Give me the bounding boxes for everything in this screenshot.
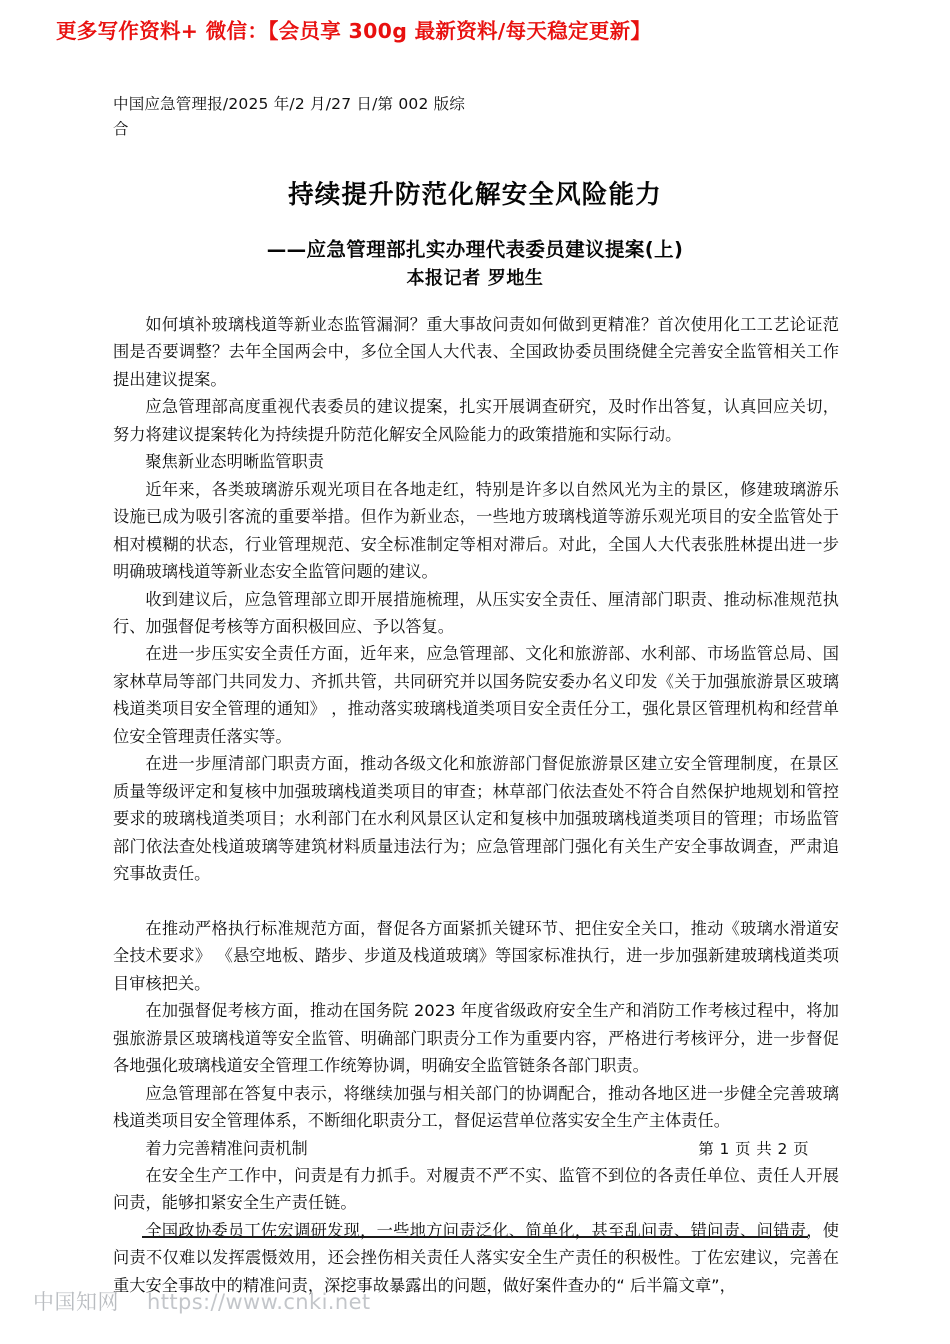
page-counter: 第 1 页 共 2 页 [698,1140,809,1158]
body-paragraph: 全国政协委员丁佐宏调研发现，一些地方问责泛化、简单化，甚至乱问责、错问责、问错责，使问责不仅难以发挥震慑效用，还会挫伤相关责任人落实安全生产责任的积极性。丁佐宏建议，完善在重大安全事故中的精准问责，深挖事故暴露出的问题，做好案件查办的“ 后半篇文章”， [113,1220,839,1295]
body-paragraph: 在进一步厘清部门职责方面，推动各级文化和旅游部门督促旅游景区建立安全管理制度，在景区质量等级评定和复核中加强玻璃栈道类项目的审查；林草部门依法查处不符合自然保护地规划和管控要求的玻璃栈道类项目；水利部门在水利风景区认定和复核中加强玻璃栈道类项目的管理；市场监管部门依法查处栈道玻璃等建筑材料质量违法行为；应急管理部门强化有关生产安全事故调查，严肃追究事故责任。 [113,754,839,884]
cnki-url-label: https://www.cnki.net [147,1290,371,1314]
body-paragraph: 在推动严格执行标准规范方面，督促各方面紧抓关键环节、把住安全关口，推动《玻璃水滑道安全技术要求》 《悬空地板、踏步、步道及栈道玻璃》等国家标准执行，进一步加强新建玻璃栈道类项目审核把关。 [113,918,839,993]
body-paragraph: 在安全生产工作中，问责是有力抓手。对履责不严不实、监管不到位的各责任单位、责任人开展问责，能够扣紧安全生产责任链。 [113,1166,839,1213]
body-paragraph: 着力完善精准问责机制 [145,1138,308,1158]
body-paragraph: 在进一步压实安全责任方面，近年来，应急管理部、文化和旅游部、水利部、市场监管总局、国家林草局等部门共同发力、齐抓共管，共同研究并以国务院安委办名义印发《关于加强旅游景区玻璃栈道类项目安全管理的通知》 ，推动落实玻璃栈道类项目安全责任分工，强化景区管理机构和经营单位安全管理责任落实等。 [113,644,839,746]
publication-source-line: 中国应急管理报/2025 年/2 月/27 日/第 002 版综合 [113,95,466,138]
body-paragraph: 收到建议后，应急管理部立即开展措施梳理，从压实安全责任、厘清部门职责、推动标准规范执行、加强督促考核等方面积极回应、予以答复。 [113,589,839,636]
footer-divider [142,1236,808,1238]
body-paragraph: 应急管理部在答复中表示，将继续加强与相关部门的协调配合，推动各地区进一步健全完善玻璃栈道类项目安全管理体系，不断细化职责分工，督促运营单位落实安全生产主体责任。 [113,1083,839,1131]
article-byline: 本报记者 罗地生 [406,268,544,289]
body-paragraph: 聚焦新业态明晰监管职责 [145,452,325,472]
cnki-watermark [33,1286,371,1316]
body-paragraph: 在加强督促考核方面，推动在国务院 2023 年度省级政府安全生产和消防工作考核过程中，将加强旅游景区玻璃栈道等安全监管、明确部门职责分工作为重要内容，严格进行考核评分，进一步督促各地强化玻璃栈道安全管理工作统筹协调，明确安全监管链条各部门职责。 [113,1001,839,1076]
body-paragraph: 应急管理部高度重视代表委员的建议提案，扎实开展调查研究，及时作出答复，认真回应关切，努力将建议提案转化为持续提升防范化解安全风险能力的政策措施和实际行动。 [113,397,839,444]
cnki-brand-label: 中国知网 [33,1290,119,1314]
body-paragraph: 近年来，各类玻璃游乐观光项目在各地走红，特别是许多以自然风光为主的景区，修建玻璃游乐设施已成为吸引客流的重要举措。但作为新业态，一些地方玻璃栈道等游乐观光项目的安全监管处于相对模糊的状态，行业管理规范、安全标准制定等相对滞后。对此，全国人大代表张胜林提出进一步明确玻璃栈道等新业态安全监管问题的建议。 [113,479,839,582]
page-subtitle: ——应急管理部扎实办理代表委员建议提案(上) [266,238,684,262]
body-paragraph: 如何填补玻璃栈道等新业态监管漏洞？重大事故问责如何做到更精准？首次使用化工工艺论证范围是否要调整？去年全国两会中，多位全国人大代表、全国政协委员围绕健全完善安全监管相关工作提出建议提案。 [113,315,839,389]
page-title: 持续提升防范化解安全风险能力 [288,180,662,211]
promo-banner [0,14,950,44]
promo-banner-text: 更多写作资料+ 微信：【会员享 300g 最新资料/每天稳定更新】 [56,19,652,43]
